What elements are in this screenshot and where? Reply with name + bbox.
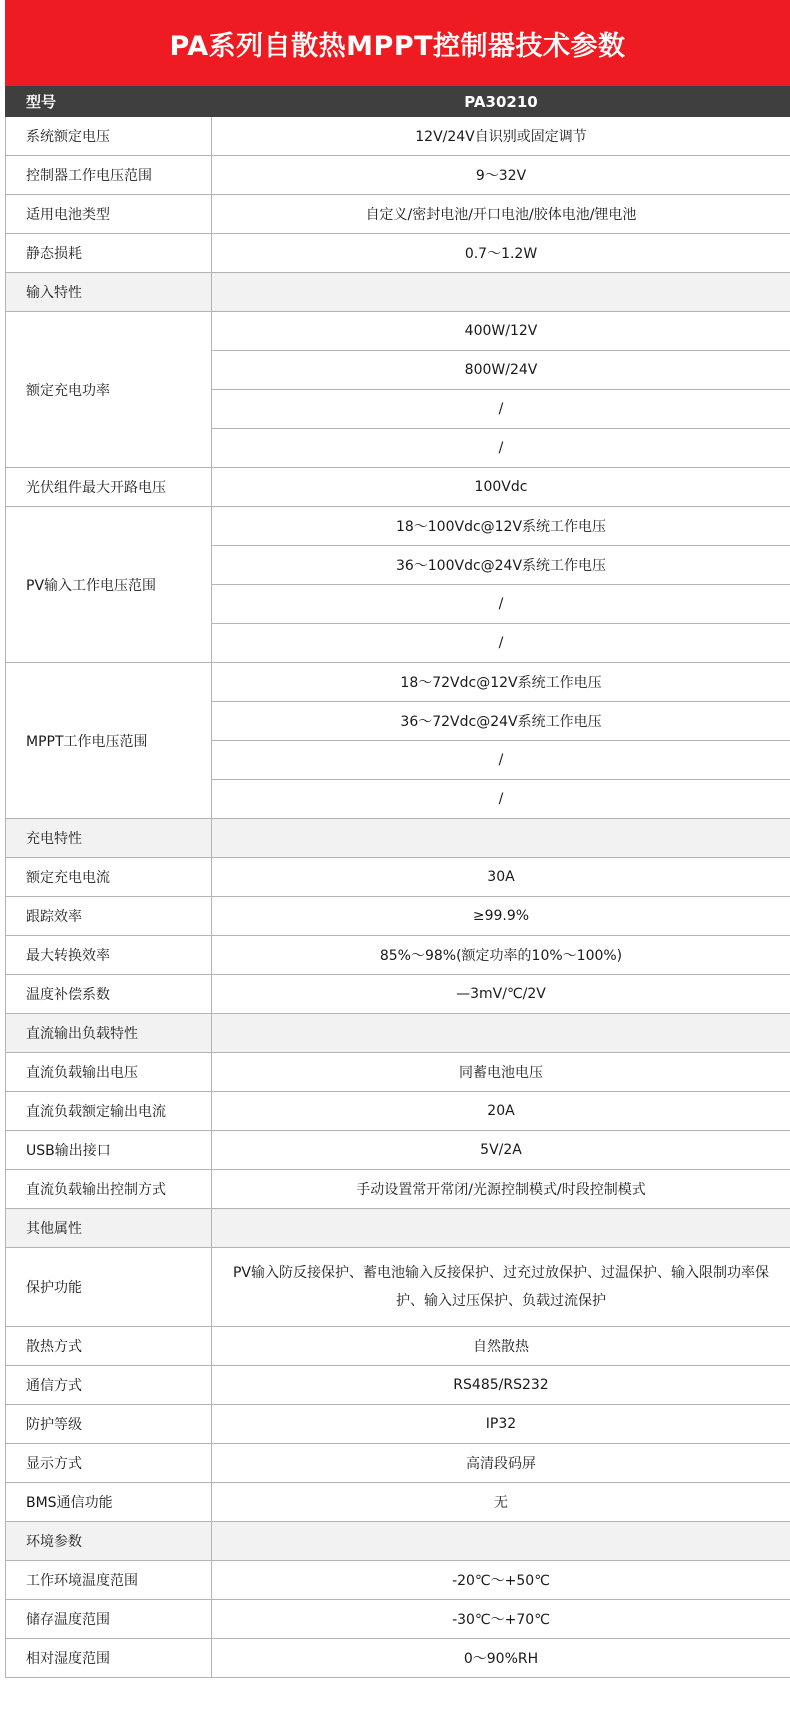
table-row [6,1639,790,1678]
table-row [6,1366,790,1405]
row-label: 系统额定电压 [6,117,212,156]
row-value: 30A [212,858,790,897]
table-row [6,507,790,546]
row-label: 额定充电功率 [6,312,212,468]
section-row [6,273,790,312]
row-label: 散热方式 [6,1327,212,1366]
row-label: 直流负载额定输出电流 [6,1092,212,1131]
row-value: 高清段码屏 [212,1444,790,1483]
table-row [6,1170,790,1209]
row-label: 额定充电电流 [6,858,212,897]
row-label: PV输入工作电压范围 [6,507,212,663]
row-value: PV输入防反接保护、蓄电池输入反接保护、过充过放保护、过温保护、输入限制功率保护、输入过压保护、负载过流保护 [212,1248,790,1327]
row-value: / [212,429,790,468]
row-label: 储存温度范围 [6,1600,212,1639]
table-row [6,1248,790,1327]
table-row [6,1405,790,1444]
spec-table [5,86,790,1678]
row-value: 自然散热 [212,1327,790,1366]
table-row [6,897,790,936]
model-label: 型号 [6,87,212,117]
row-value: 20A [212,1092,790,1131]
row-value: 36～72Vdc@24V系统工作电压 [212,702,790,741]
table-row [6,468,790,507]
table-row [6,1327,790,1366]
row-label: 跟踪效率 [6,897,212,936]
row-value: ≥99.9% [212,897,790,936]
row-value: 0～90%RH [212,1639,790,1678]
table-row [6,1092,790,1131]
section-row [6,819,790,858]
model-value: PA30210 [212,87,790,117]
row-value: -20℃～+50℃ [212,1561,790,1600]
row-label: 保护功能 [6,1248,212,1327]
row-label: 静态损耗 [6,234,212,273]
row-value: 同蓄电池电压 [212,1053,790,1092]
row-value: IP32 [212,1405,790,1444]
row-value: —3mV/℃/2V [212,975,790,1014]
table-row [6,195,790,234]
table-row [6,1131,790,1170]
row-value: 18～100Vdc@12V系统工作电压 [212,507,790,546]
row-label: 通信方式 [6,1366,212,1405]
table-row [6,936,790,975]
row-value: 36～100Vdc@24V系统工作电压 [212,546,790,585]
section-value [212,819,790,858]
section-row [6,1014,790,1053]
section-value [212,1522,790,1561]
table-row [6,1444,790,1483]
table-row [6,858,790,897]
table-header-row [6,87,790,117]
table-row [6,1483,790,1522]
section-row [6,1522,790,1561]
row-label: 温度补偿系数 [6,975,212,1014]
row-label: 直流负载输出控制方式 [6,1170,212,1209]
table-row [6,975,790,1014]
table-row [6,1561,790,1600]
row-value: / [212,390,790,429]
row-value: 9～32V [212,156,790,195]
table-row [6,234,790,273]
row-value: 自定义/密封电池/开口电池/胶体电池/锂电池 [212,195,790,234]
section-label: 直流输出负载特性 [6,1014,212,1053]
section-label: 环境参数 [6,1522,212,1561]
table-row [6,156,790,195]
row-value: 18～72Vdc@12V系统工作电压 [212,663,790,702]
table-row [6,663,790,702]
row-value: 800W/24V [212,351,790,390]
row-label: BMS通信功能 [6,1483,212,1522]
section-value [212,1014,790,1053]
row-value: -30℃～+70℃ [212,1600,790,1639]
table-row [6,1053,790,1092]
section-label: 输入特性 [6,273,212,312]
row-value: 无 [212,1483,790,1522]
row-label: 显示方式 [6,1444,212,1483]
section-label: 充电特性 [6,819,212,858]
row-value: 12V/24V自识别或固定调节 [212,117,790,156]
section-value [212,273,790,312]
row-value: 85%～98%(额定功率的10%～100%) [212,936,790,975]
row-value: 400W/12V [212,312,790,351]
row-label: 直流负载输出电压 [6,1053,212,1092]
row-label: USB输出接口 [6,1131,212,1170]
row-value: / [212,780,790,819]
row-value: / [212,741,790,780]
row-label: 最大转换效率 [6,936,212,975]
row-value: 0.7～1.2W [212,234,790,273]
row-label: 控制器工作电压范围 [6,156,212,195]
table-row [6,1600,790,1639]
row-label: 光伏组件最大开路电压 [6,468,212,507]
table-row [6,117,790,156]
table-row [6,312,790,351]
page-title: PA系列自散热MPPT控制器技术参数 [5,0,790,86]
row-label: 适用电池类型 [6,195,212,234]
section-row [6,1209,790,1248]
row-value: 手动设置常开常闭/光源控制模式/时段控制模式 [212,1170,790,1209]
row-value: 5V/2A [212,1131,790,1170]
section-value [212,1209,790,1248]
row-label: 工作环境温度范围 [6,1561,212,1600]
row-value: 100Vdc [212,468,790,507]
row-label: MPPT工作电压范围 [6,663,212,819]
row-label: 防护等级 [6,1405,212,1444]
row-value: / [212,585,790,624]
section-label: 其他属性 [6,1209,212,1248]
row-value: / [212,624,790,663]
row-value: RS485/RS232 [212,1366,790,1405]
row-label: 相对湿度范围 [6,1639,212,1678]
